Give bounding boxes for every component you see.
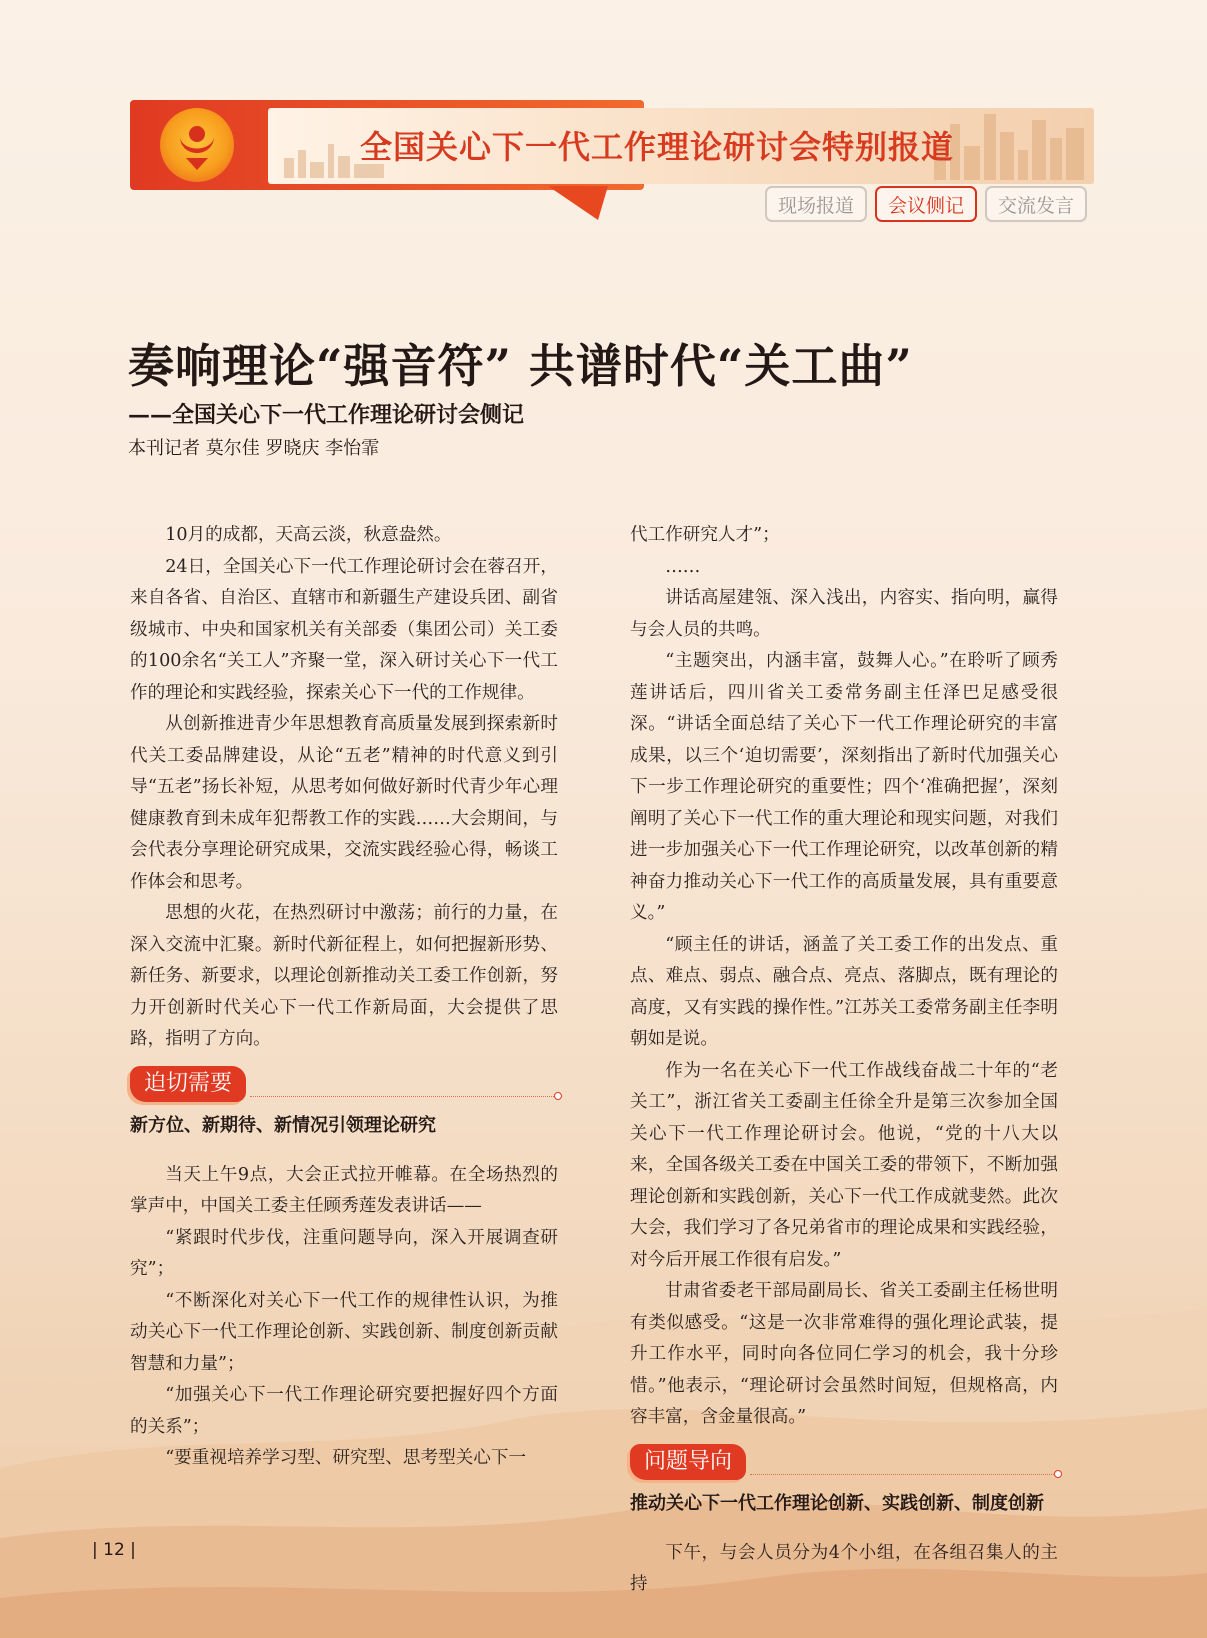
section-label: 问题导向: [630, 1444, 746, 1480]
paragraph: “顾主任的讲话，涵盖了关工委工作的出发点、重点、难点、弱点、融合点、亮点、落脚点，既有理论的高度，又有实践的操作性。”江苏关工委常务副主任李明朝如是说。: [630, 934, 1058, 1049]
paragraph: 作为一名在关心下一代工作战线奋战二十年的“老关工”，浙江省关工委副主任徐全升是第三次参加全国关心下一代工作理论研讨会。他说，“党的十八大以来，全国各级关工委在中国关工委的带领下，不断加强理论创新和实践创新，关心下一代工作成就斐然。此次大会，我们学习了各兄弟省市的理论成果和实践经验，对今后开展工作很有启发。”: [630, 1060, 1058, 1270]
section-subheading: 推动关心下一代工作理论创新、实践创新、制度创新: [630, 1492, 1044, 1514]
paragraph: 当天上午9点，大会正式拉开帷幕。在全场热烈的掌声中，中国关工委主任顾秀莲发表讲话——: [130, 1164, 558, 1216]
paragraph: 10月的成都，天高云淡，秋意盎然。: [165, 525, 452, 545]
guangongwei-logo: [160, 108, 234, 182]
section-subheading: 新方位、新期待、新情况引领理论研究: [130, 1114, 436, 1136]
banner-title: 全国关心下一代工作理论研讨会特别报道: [360, 128, 955, 166]
section-header-problem-oriented: [630, 1444, 1058, 1524]
paragraph: 讲话高屋建瓴、深入浅出，内容实、指向明，赢得与会人员的共鸣。: [630, 588, 1058, 640]
paragraph: 甘肃省委老干部局副局长、省关工委副主任杨世明有类似感受。“这是一次非常难得的强化理论武装，提升工作水平，同时向各位同仁学习的机会，我十分珍惜。”他表示，“理论研讨会虽然时间短，但规格高，内容丰富，含金量很高。”: [630, 1281, 1058, 1427]
right-column: [630, 520, 1058, 1601]
left-column: [130, 520, 558, 1475]
special-report-banner: [130, 100, 1094, 190]
paragraph: “加强关心下一代工作理论研究要把握好四个方面的关系”；: [130, 1385, 558, 1437]
section-divider: [750, 1474, 1058, 1475]
article-byline: 本刊记者 莫尔佳 罗晓庆 李怡霏: [128, 438, 380, 459]
paragraph: 从创新推进青少年思想教育高质量发展到探索新时代关工委品牌建设，从论“五老”精神的时代意义到引导“五老”扬长补短，从思考如何做好新时代青少年心理健康教育到未成年犯帮教工作的实践……大会期间，与会代表分享理论研究成果，交流实践经验心得，畅谈工作体会和思考。: [130, 714, 558, 892]
paragraph: “要重视培养学习型、研究型、思考型关心下一: [165, 1448, 527, 1468]
section-header-urgent-needs: [130, 1066, 558, 1146]
paragraph: “主题突出，内涵丰富，鼓舞人心。”在聆听了顾秀莲讲话后，四川省关工委常务副主任泽巴足感受很深。“讲话全面总结了关心下一代工作理论研究的丰富成果，以三个‘迫切需要’，深刻指出了新时代加强关心下一步工作理论研究的重要性；四个‘准确把握’，深刻阐明了关心下一代工作的重大理论和现实问题，对我们进一步加强关心下一代工作理论研究，以改革创新的精神奋力推动关心下一代工作的高质量发展，具有重要意义。”: [630, 651, 1059, 923]
ellipsis: ……: [665, 556, 701, 577]
paragraph: “不断深化对关心下一代工作的规律性认识，为推动关心下一代工作理论创新、实践创新、制度创新贡献智慧和力量”；: [130, 1290, 558, 1374]
paragraph: 24日，全国关心下一代工作理论研讨会在蓉召开，来自各省、自治区、直辖市和新疆生产建设兵团、副省级城市、中央和国家机关有关部委（集团公司）关工委的100余名“关工人”齐聚一堂，深入研讨关心下一代工作的理论和实践经验，探索关心下一代的工作规律。: [130, 556, 558, 703]
paragraph: 思想的火花，在热烈研讨中激荡；前行的力量，在深入交流中汇聚。新时代新征程上，如何把握新形势、新任务、新要求，以理论创新推动关工委工作创新，努力开创新时代关心下一代工作新局面，大会提供了思路，指明了方向。: [130, 903, 558, 1049]
section-divider-end: [1054, 1470, 1062, 1478]
section-label: 迫切需要: [130, 1066, 246, 1102]
tab-meeting-notes[interactable]: 会议侧记: [875, 186, 977, 222]
tab-on-site-report[interactable]: 现场报道: [765, 186, 867, 222]
tab-exchange-speeches[interactable]: 交流发言: [985, 186, 1087, 222]
paragraph-continuation: 代工作研究人才”；: [630, 525, 780, 545]
paragraph: “紧跟时代步伐，注重问题导向，深入开展调查研究”；: [130, 1227, 558, 1279]
section-divider-end: [554, 1092, 562, 1100]
paragraph: 下午，与会人员分为4个小组，在各组召集人的主持: [630, 1542, 1058, 1594]
category-tabs: [765, 186, 1087, 222]
section-divider: [250, 1096, 558, 1097]
article-title: 奏响理论“强音符” 共谱时代“关工曲”: [128, 339, 913, 393]
banner-speech-tail: [548, 186, 608, 220]
page-number: | 12 |: [92, 1540, 136, 1560]
article-subtitle: ——全国关心下一代工作理论研讨会侧记: [128, 402, 525, 428]
